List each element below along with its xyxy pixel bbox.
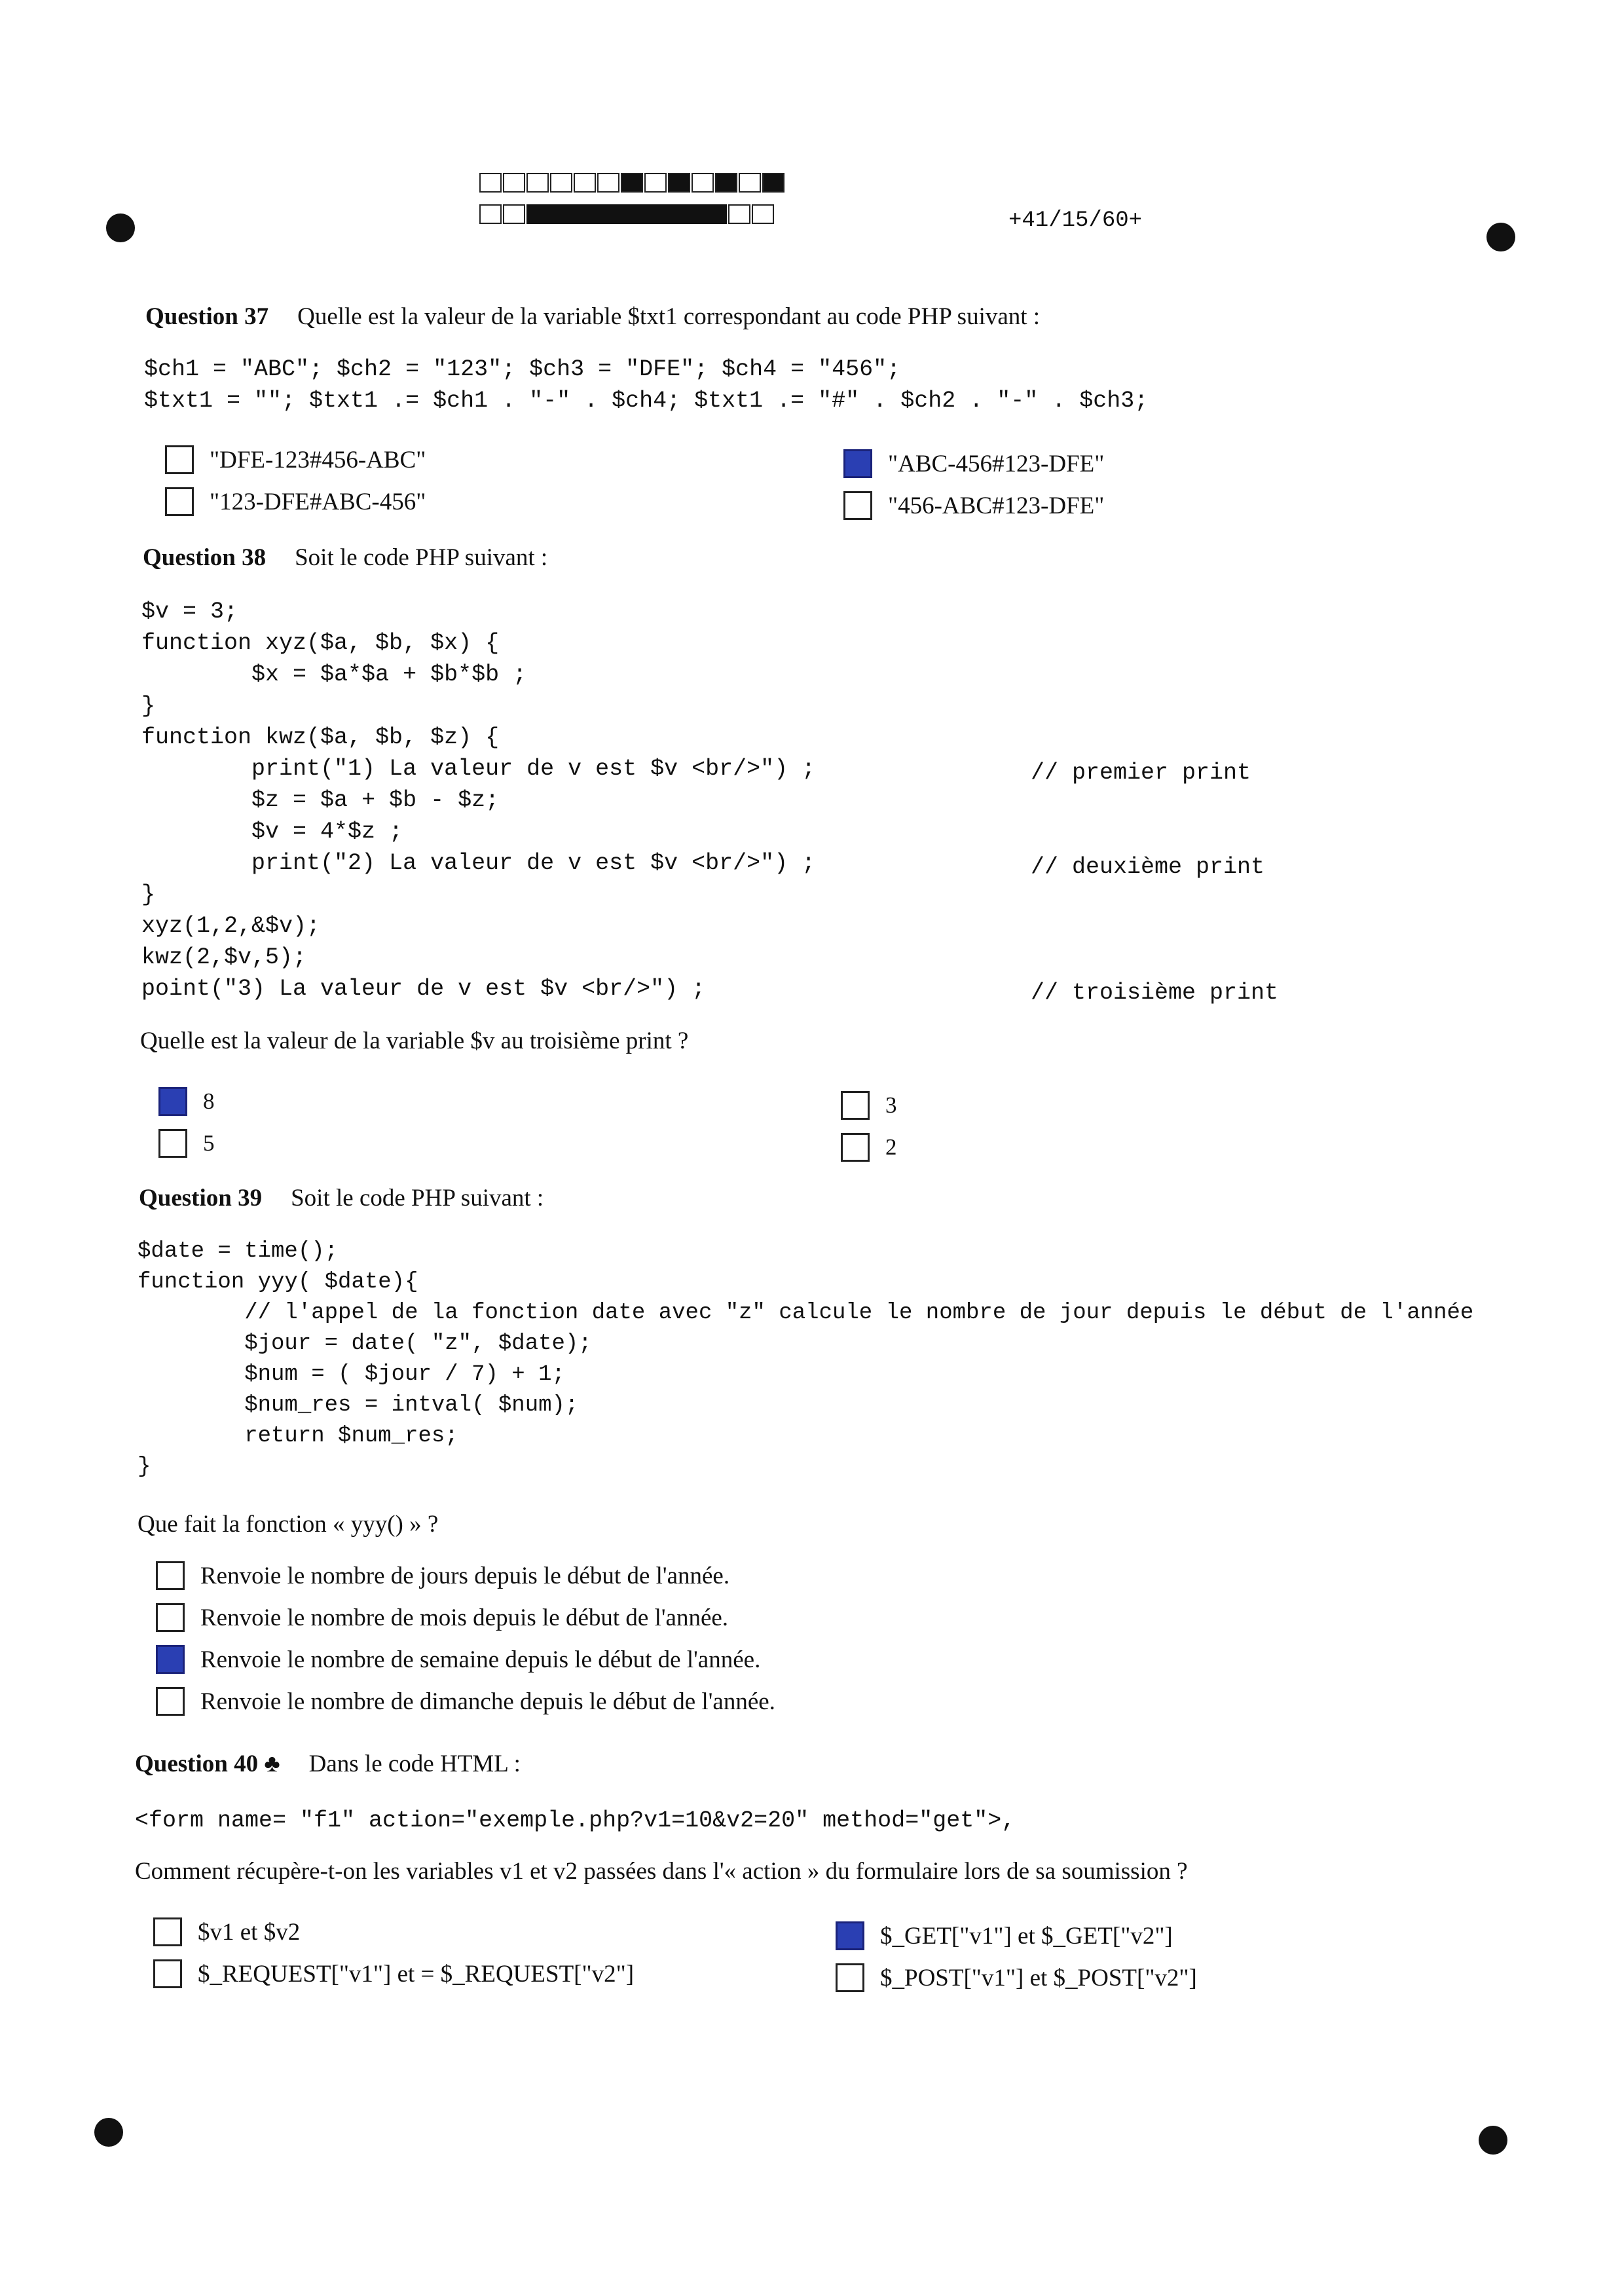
q39-option-1[interactable]: Renvoie le nombre de jours depuis le début de l'année. <box>156 1561 729 1590</box>
q40-option-3[interactable]: $_GET["v1"] et $_GET["v2"] <box>836 1921 1173 1950</box>
comment-premier-print: // premier print <box>1031 760 1251 786</box>
comment-troisieme-print: // troisième print <box>1031 980 1279 1006</box>
checkbox-checked[interactable] <box>843 449 872 478</box>
checkbox[interactable] <box>153 1917 182 1946</box>
q38-option-3[interactable]: 3 <box>841 1091 897 1120</box>
checkbox[interactable] <box>841 1091 870 1120</box>
q37-option-1[interactable]: "DFE-123#456-ABC" <box>165 445 426 474</box>
q40-option-2[interactable]: $_REQUEST["v1"] et = $_REQUEST["v2"] <box>153 1959 634 1988</box>
checkbox[interactable] <box>843 491 872 520</box>
question-40-prompt: Comment récupère-t-on les variables v1 et v2 passées dans l'« action » du formulaire lors de sa soumission ? <box>135 1858 1188 1885</box>
question-39-code: $date = time(); function yyy( $date){ // l'appel de la fonction date avec "z" calcule le nombre de jour depuis le début de l'année $jour = date( "z", $date); $num = ( $jour / 7) + 1; $num_res = intval( $num); return $num_res; } <box>138 1239 1474 1479</box>
question-39-label: Question 39 <box>139 1185 263 1212</box>
registration-mark-top-right <box>1486 223 1515 251</box>
question-37-text: Quelle est la valeur de la variable $txt1 correspondant au code PHP suivant : <box>297 303 1041 330</box>
question-39-header <box>139 1184 544 1212</box>
q39-option-2[interactable]: Renvoie le nombre de mois depuis le début de l'année. <box>156 1603 728 1632</box>
question-38-header <box>143 544 547 572</box>
q38-option-1[interactable]: 8 <box>158 1087 215 1116</box>
checkbox[interactable] <box>156 1603 185 1632</box>
barcode-bottom-row <box>479 204 775 224</box>
q40-option-4[interactable]: $_POST["v1"] et $_POST["v2"] <box>836 1963 1197 1992</box>
q38-option-2[interactable]: 5 <box>158 1129 215 1158</box>
registration-mark-top-left <box>106 213 135 242</box>
question-37-label: Question 37 <box>145 303 269 330</box>
registration-mark-bottom-left <box>94 2118 123 2147</box>
q39-option-4[interactable]: Renvoie le nombre de dimanche depuis le début de l'année. <box>156 1687 775 1716</box>
checkbox[interactable] <box>153 1959 182 1988</box>
question-39-text: Soit le code PHP suivant : <box>291 1185 544 1212</box>
registration-mark-bottom-right <box>1479 2126 1507 2155</box>
checkbox-checked[interactable] <box>836 1921 864 1950</box>
q37-option-4[interactable]: "456-ABC#123-DFE" <box>843 491 1104 520</box>
question-38-code: $v = 3; function xyz($a, $b, $x) { $x = $a*$a + $b*$b ; } function kwz($a, $b, $z) { print("1) La valeur de v est $v <br/>") ; $z = $a + $b - $z; $v = 4*$z ; print("2) La valeur de v est $v <br/>") ; } xyz(1,2,&$v); kwz(2,$v,5); point("3) La valeur de v est $v <br/>") ; <box>141 599 816 1002</box>
checkbox-checked[interactable] <box>156 1645 185 1674</box>
comment-deuxieme-print: // deuxième print <box>1031 854 1265 880</box>
question-39-prompt: Que fait la fonction « yyy() » ? <box>138 1511 439 1538</box>
page-id: +41/15/60+ <box>1008 208 1143 233</box>
checkbox[interactable] <box>165 487 194 516</box>
checkbox[interactable] <box>158 1129 187 1158</box>
q40-option-1[interactable]: $v1 et $v2 <box>153 1917 300 1946</box>
checkbox[interactable] <box>165 445 194 474</box>
q39-option-3[interactable]: Renvoie le nombre de semaine depuis le début de l'année. <box>156 1645 760 1674</box>
question-40-header <box>135 1750 521 1778</box>
question-37-code: $ch1 = "ABC"; $ch2 = "123"; $ch3 = "DFE"; $ch4 = "456"; $txt1 = ""; $txt1 .= $ch1 . "-" . $ch4; $txt1 .= "#" . $ch2 . "-" . $ch3; <box>144 356 1149 414</box>
question-38-text: Soit le code PHP suivant : <box>295 544 548 571</box>
checkbox[interactable] <box>156 1687 185 1716</box>
q38-option-4[interactable]: 2 <box>841 1133 897 1162</box>
checkbox[interactable] <box>841 1133 870 1162</box>
q37-option-2[interactable]: "123-DFE#ABC-456" <box>165 487 426 516</box>
checkbox[interactable] <box>836 1963 864 1992</box>
question-38-label: Question 38 <box>143 544 267 571</box>
question-40-code: <form name= "f1" action="exemple.php?v1=10&v2=20" method="get">, <box>135 1807 1016 1834</box>
q37-option-3[interactable]: "ABC-456#123-DFE" <box>843 449 1104 478</box>
checkbox[interactable] <box>156 1561 185 1590</box>
question-37-header <box>145 303 1040 331</box>
question-40-text: Dans le code HTML : <box>308 1750 521 1777</box>
question-38-prompt: Quelle est la valeur de la variable $v au troisième print ? <box>140 1028 689 1054</box>
checkbox-checked[interactable] <box>158 1087 187 1116</box>
barcode-top-row <box>479 173 786 193</box>
question-40-label: Question 40 ♣ <box>135 1750 280 1777</box>
